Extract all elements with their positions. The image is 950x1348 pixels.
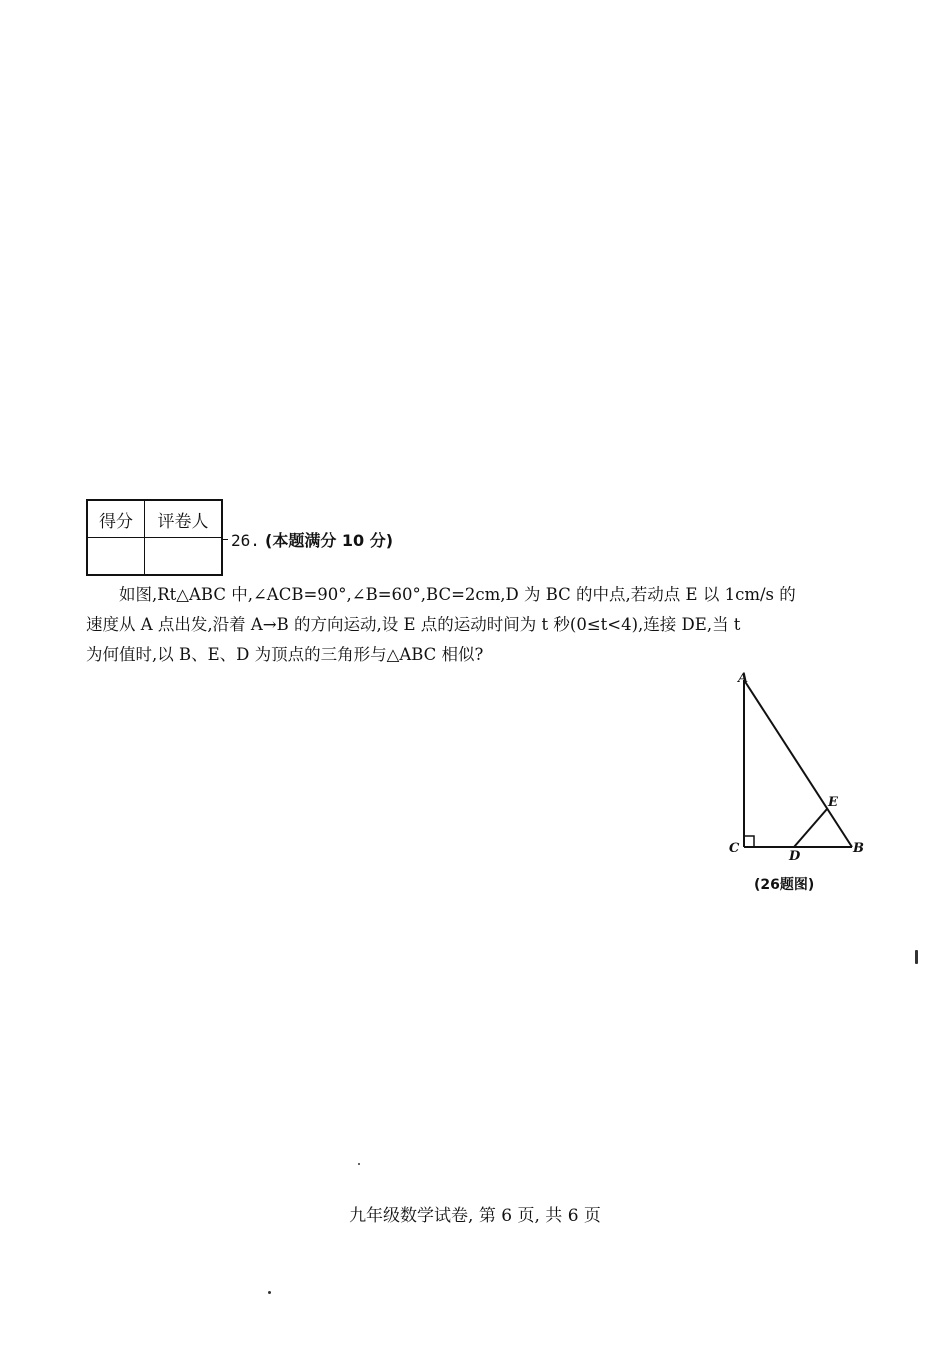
label-B: B: [853, 841, 864, 856]
right-angle-mark: [744, 836, 754, 847]
scan-speck: [358, 1163, 360, 1165]
grader-cell[interactable]: [145, 538, 223, 576]
label-C: C: [729, 841, 740, 856]
score-box: [86, 499, 223, 576]
scan-speck: [268, 1291, 271, 1294]
score-header: 得分: [87, 500, 145, 538]
grader-header: 评卷人: [145, 500, 223, 538]
segment-DE: [794, 809, 827, 847]
question-header: [231, 528, 393, 551]
problem-line-3: 为何值时,以 B、E、D 为顶点的三角形与△ABC 相似?: [86, 645, 484, 664]
label-A: A: [738, 671, 749, 686]
label-E: E: [828, 795, 838, 810]
score-cell[interactable]: [87, 538, 145, 576]
figure-caption: (26题图): [754, 877, 815, 893]
side-AB: [744, 680, 852, 847]
problem-text: [86, 580, 886, 670]
scan-speck: [915, 950, 918, 964]
label-D: D: [789, 849, 801, 864]
page-footer: 九年级数学试卷, 第 6 页, 共 6 页: [349, 1206, 601, 1226]
triangle-figure: [718, 666, 878, 871]
header-rule: [222, 539, 228, 540]
problem-line-2: 速度从 A 点出发,沿着 A→B 的方向运动,设 E 点的运动时间为 t 秒(0≤t<4),连接 DE,当 t: [86, 615, 741, 634]
question-number: 26.: [231, 531, 260, 550]
problem-line-1: 如图,Rt△ABC 中,∠ACB=90°,∠B=60°,BC=2cm,D 为 BC 的中点,若动点 E 以 1cm/s 的: [119, 585, 796, 604]
question-points: (本题满分 10 分): [265, 531, 394, 550]
